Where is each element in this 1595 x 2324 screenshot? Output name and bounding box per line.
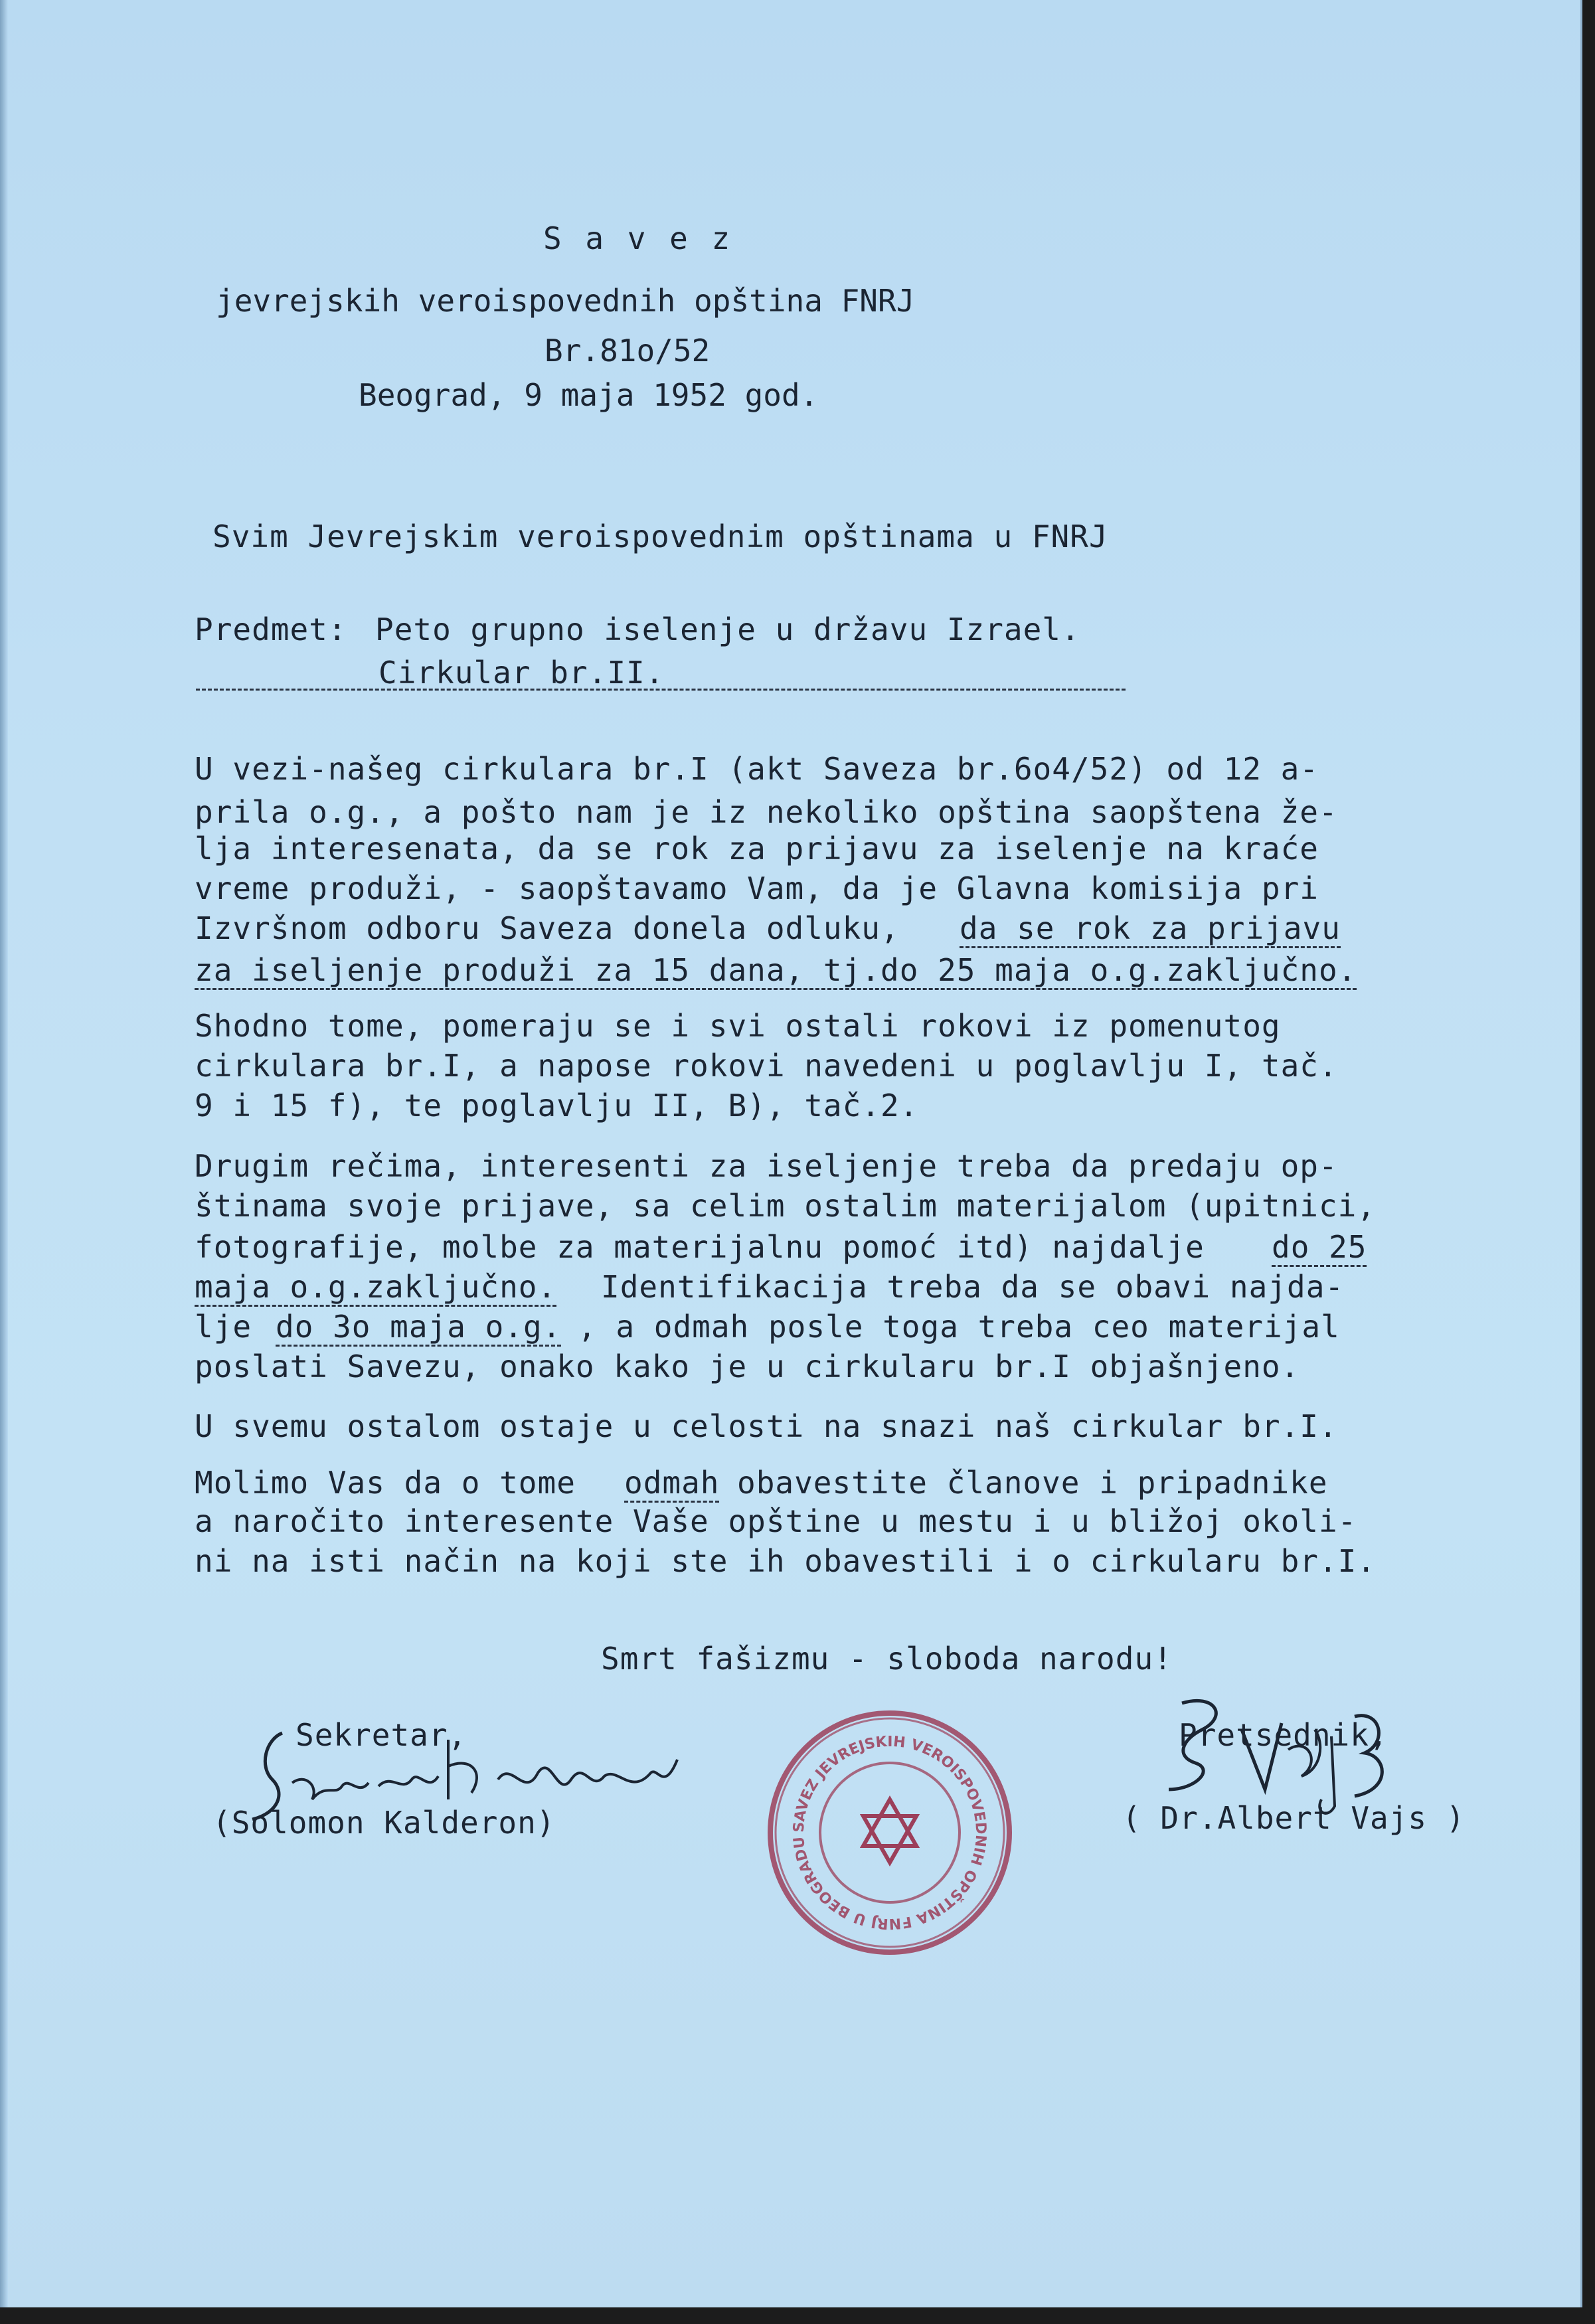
subject-underline xyxy=(196,689,1126,691)
secretary-title: Sekretar, xyxy=(295,1717,467,1753)
paragraph-3-line: lje xyxy=(195,1309,252,1345)
paragraph-3-line: fotografije, molbe za materijalnu pomoć itd) najdalje xyxy=(195,1229,1205,1265)
addressee: Svim Jevrejskim veroispovednim opštinama u FNRJ xyxy=(212,519,1108,554)
paragraph-4: U svemu ostalom ostaje u celosti na snazi naš cirkular br.I. xyxy=(195,1408,1338,1444)
subject-label: Predmet: xyxy=(195,612,347,647)
paragraph-3-underlined-text: do 3o maja o.g. xyxy=(276,1311,561,1347)
paragraph-1-line: prila o.g., a pošto nam je iz nekoliko opština saopštena že- xyxy=(195,794,1338,830)
paragraph-1-line: vreme produži, - saopštavamo Vam, da je Glavna komisija pri xyxy=(195,871,1319,906)
paragraph-5-underlined-text: odmah xyxy=(624,1467,719,1503)
paragraph-3-underlined-text: do 25 xyxy=(1272,1232,1367,1267)
paragraph-1-underlined-text: za iseljenje produži za 15 dana, tj.do 25 maja o.g.zaključno. xyxy=(195,955,1357,990)
paper-edge xyxy=(0,0,8,2307)
paragraph-1-underlined-text: da se rok za prijavu xyxy=(960,913,1341,948)
paragraph-5-line: obavestite članove i pripadnike xyxy=(737,1465,1328,1501)
paragraph-2-line: cirkulara br.I, a napose rokovi navedeni u poglavlju I, tač. xyxy=(195,1048,1338,1084)
community-stamp xyxy=(757,1700,1023,1965)
secretary-name: (Solomon Kalderon) xyxy=(212,1805,556,1841)
circular-number: Cirkular br.II. xyxy=(378,655,665,691)
header-org-title: S a v e z xyxy=(543,220,733,256)
star-of-david-icon xyxy=(863,1799,916,1863)
paragraph-1-line: U vezi-našeg cirkulara br.I (akt Saveza br.6o4/52) od 12 a- xyxy=(195,751,1319,787)
header-place-date: Beograd, 9 maja 1952 god. xyxy=(359,377,819,413)
paragraph-2-line: 9 i 15 f), te poglavlju II, B), tač.2. xyxy=(195,1088,919,1123)
paragraph-2-line: Shodno tome, pomeraju se i svi ostali rokovi iz pomenutog xyxy=(195,1008,1281,1044)
paragraph-5-line: ni na isti način na koji ste ih obavestili i o cirkularu br.I. xyxy=(195,1543,1377,1579)
header-org-name: jevrejskih veroispovednih opština FNRJ xyxy=(216,283,915,319)
paragraph-3-line: Drugim rečima, interesenti za iseljenje treba da predaju op- xyxy=(195,1148,1338,1184)
paragraph-3-line: štinama svoje prijave, sa celim ostalim materijalom (upitnici, xyxy=(195,1188,1377,1224)
paragraph-1-line: lja interesenata, da se rok za prijavu za iselenje na kraće xyxy=(195,831,1319,867)
subject-text: Peto grupno iselenje u državu Izrael. xyxy=(375,612,1080,647)
paragraph-5-line: Molimo Vas da o tome xyxy=(195,1465,576,1501)
paragraph-3-line: poslati Savezu, onako kako je u cirkularu br.I objašnjeno. xyxy=(195,1349,1300,1384)
paragraph-5-line: a naročito interesente Vaše opštine u mestu i u bližoj okoli- xyxy=(195,1503,1357,1539)
paragraph-1-line: Izvršnom odboru Saveza donela odluku, xyxy=(195,910,900,946)
header-reference-number: Br.81o/52 xyxy=(545,333,711,369)
president-name: ( Dr.Albert Vajs ) xyxy=(1122,1800,1466,1836)
paragraph-3-underlined-text: maja o.g.zaključno. xyxy=(195,1272,556,1307)
paragraph-3-line: , a odmah posle toga treba ceo materijal xyxy=(578,1309,1340,1345)
president-title: Pretsednik, xyxy=(1179,1717,1388,1753)
paragraph-3-line: Identifikacija treba da se obavi najda- xyxy=(601,1269,1345,1305)
closing-salutation: Smrt fašizmu - sloboda narodu! xyxy=(601,1641,1173,1677)
stamp-text: SAVEZ JEVREJSKIH VEROISPOVEDNIH OPŠTINA FNRJ U BEOGRADU xyxy=(790,1733,989,1932)
